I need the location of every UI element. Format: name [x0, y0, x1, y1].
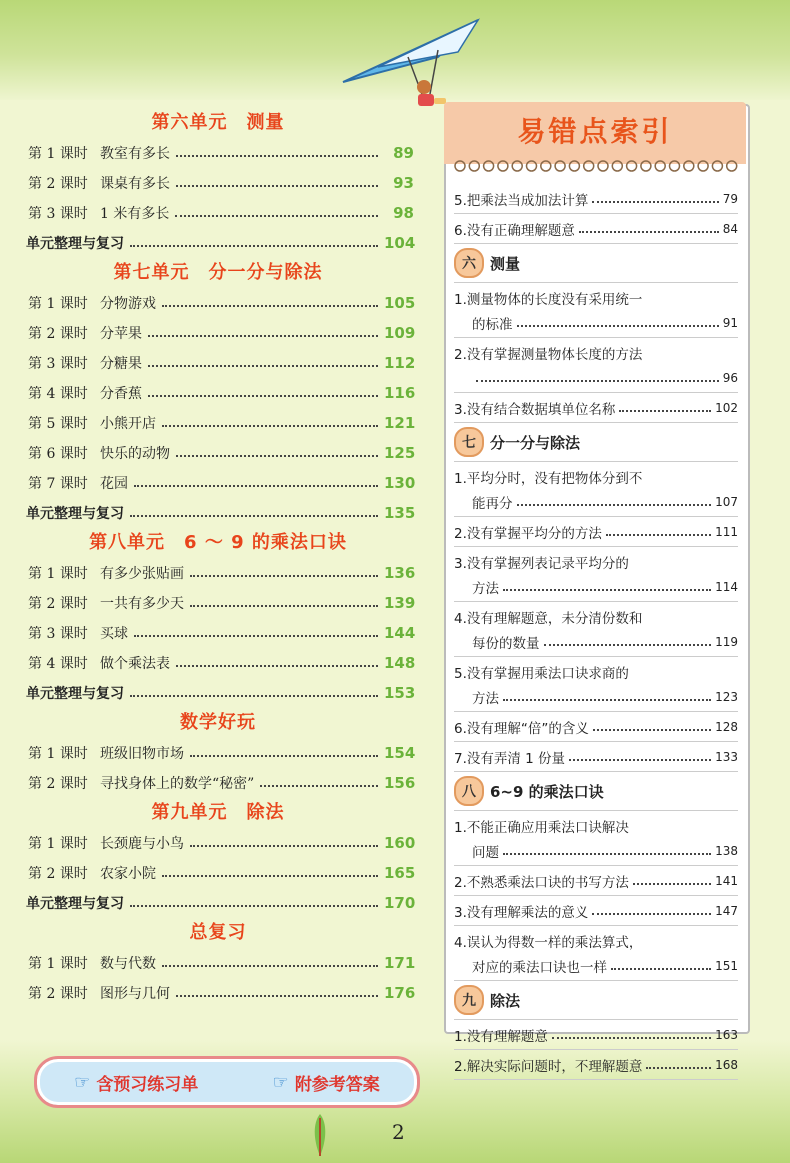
entry-text: 3.没有理解乘法的意义 [454, 904, 589, 921]
unit-title: 第七单元 分一分与除法 [113, 262, 323, 283]
review-name: 单元整理与复习 [26, 236, 124, 252]
lesson-name: 分物游戏 [100, 296, 156, 312]
dot-leader [190, 575, 378, 577]
lesson-page: 160 [384, 834, 416, 852]
entry-page: 96 [722, 370, 738, 385]
lesson-number: 第 4 课时 [28, 386, 88, 402]
divider [454, 771, 738, 772]
dot-leader [517, 504, 712, 506]
entry-text: 3.没有结合数据填单位名称 [454, 401, 616, 418]
lesson-name: 课桌有多长 [100, 176, 170, 192]
index-entry-line[interactable] [454, 365, 738, 390]
index-entry-line[interactable] [454, 898, 738, 923]
toc-lesson-row[interactable] [22, 408, 414, 438]
entry-text: 5.没有掌握用乘法口诀求商的 [454, 665, 629, 682]
lesson-number: 第 1 课时 [28, 836, 88, 852]
review-name: 单元整理与复习 [26, 686, 124, 702]
lesson-name: 分香蕉 [100, 386, 142, 402]
divider [454, 282, 738, 283]
entry-text: 4.没有理解题意，未分清份数和 [454, 610, 643, 627]
dot-leader [633, 883, 711, 885]
lesson-number: 第 1 课时 [28, 146, 88, 162]
dot-leader [593, 729, 711, 731]
dot-leader [176, 185, 378, 187]
dot-leader [162, 875, 378, 877]
banner-item-answers [273, 1070, 380, 1095]
lesson-page: 125 [384, 444, 416, 462]
review-page: 153 [384, 684, 416, 702]
dot-leader [476, 380, 719, 382]
entry-page: 114 [715, 579, 738, 594]
dot-leader [176, 995, 378, 997]
dot-leader [148, 365, 378, 367]
divider [454, 546, 738, 547]
toc-lesson-row[interactable] [22, 348, 414, 378]
dot-leader [190, 755, 378, 757]
lesson-page: 171 [384, 954, 416, 972]
lesson-name: 分苹果 [100, 326, 142, 342]
toc-lesson-row[interactable] [22, 978, 414, 1008]
toc-lesson-row[interactable] [22, 768, 414, 798]
review-page: 104 [384, 234, 416, 252]
lesson-number: 第 2 课时 [28, 866, 88, 882]
dot-leader [619, 410, 711, 412]
dot-leader [646, 1067, 711, 1069]
lesson-number: 第 2 课时 [28, 596, 88, 612]
lesson-page: 165 [384, 864, 416, 882]
lesson-number: 第 2 课时 [28, 986, 88, 1002]
divider [454, 392, 738, 393]
index-entry-line [454, 285, 738, 310]
lesson-page: 109 [384, 324, 416, 342]
review-name: 单元整理与复习 [26, 506, 124, 522]
lesson-number: 第 2 课时 [28, 326, 88, 342]
dot-leader [190, 605, 378, 607]
lesson-name: 农家小院 [100, 866, 156, 882]
dot-leader [569, 759, 711, 761]
entry-text: 5.把乘法当成加法计算 [454, 192, 589, 209]
lesson-name: 班级旧物市场 [100, 746, 184, 762]
dot-leader [606, 534, 711, 536]
dot-leader [175, 215, 378, 217]
lesson-page: 130 [384, 474, 416, 492]
divider [454, 1049, 738, 1050]
lesson-name: 快乐的动物 [100, 446, 170, 462]
banner-item-exercises [74, 1070, 198, 1095]
banner-right-label: 附参考答案 [294, 1074, 380, 1095]
lesson-name: 图形与几何 [100, 986, 170, 1002]
divider [454, 213, 738, 214]
review-page: 135 [384, 504, 416, 522]
entry-page: 91 [722, 315, 738, 330]
entry-page: 111 [715, 524, 738, 539]
dot-leader [611, 968, 711, 970]
index-entry-line [454, 464, 738, 489]
entry-text: 2.不熟悉乘法口诀的书写方法 [454, 874, 629, 891]
entry-text: 2.没有掌握平均分的方法 [454, 525, 602, 542]
lesson-name: 做个乘法表 [100, 656, 170, 672]
entry-text: 能再分 [472, 495, 513, 512]
entry-text: 1.没有理解题意 [454, 1028, 548, 1045]
entry-text: 6.没有理解“倍”的含义 [454, 720, 589, 737]
dot-leader [148, 335, 378, 337]
unit-title: 第六单元 测量 [151, 112, 285, 133]
lesson-number: 第 3 课时 [28, 356, 88, 372]
lesson-number: 第 1 课时 [28, 746, 88, 762]
lesson-page: 156 [384, 774, 416, 792]
dot-leader [503, 699, 711, 701]
lesson-page: 98 [393, 204, 414, 222]
dot-leader [162, 965, 378, 967]
index-entry-line [454, 340, 738, 365]
index-entry-line [454, 549, 738, 574]
lesson-number: 第 3 课时 [28, 206, 88, 222]
lesson-name: 有多少张贴画 [100, 566, 184, 582]
dot-leader [162, 305, 378, 307]
dot-leader [176, 665, 378, 667]
index-entry-line[interactable] [454, 838, 738, 863]
dot-leader [130, 695, 378, 697]
unit-badge: 六 [454, 248, 484, 278]
entry-page: 147 [715, 903, 738, 918]
divider [454, 925, 738, 926]
dot-leader [134, 485, 378, 487]
dot-leader [552, 1037, 711, 1039]
index-entry-line[interactable] [454, 953, 738, 978]
lesson-page: 154 [384, 744, 416, 762]
error-index-list [454, 186, 738, 1082]
entry-page: 102 [715, 400, 738, 415]
index-entry-line [454, 604, 738, 629]
divider [454, 865, 738, 866]
feature-banner [34, 1056, 420, 1108]
lesson-page: 121 [384, 414, 416, 432]
entry-text: 3.没有掌握列表记录平均分的 [454, 555, 629, 572]
lesson-number: 第 2 课时 [28, 776, 88, 792]
entry-text: 1.平均分时，没有把物体分到不 [454, 470, 643, 487]
entry-text: 问题 [472, 844, 499, 861]
unit-badge: 八 [454, 776, 484, 806]
lesson-page: 93 [393, 174, 414, 192]
group-heading-text: 分一分与除法 [490, 433, 581, 452]
entry-page: 138 [715, 843, 738, 858]
lesson-number: 第 7 课时 [28, 476, 88, 492]
index-group-heading [454, 983, 738, 1017]
unit-title: 第八单元 6 ～ 9 的乘法口诀 [89, 532, 347, 553]
entry-page: 84 [722, 221, 738, 236]
entry-text: 方法 [472, 690, 499, 707]
lesson-name: 1 米有多长 [100, 206, 170, 222]
divider [454, 461, 738, 462]
dot-leader [134, 635, 378, 637]
group-heading-text: 6~9 的乘法口诀 [490, 782, 604, 801]
index-entry-line[interactable] [454, 868, 738, 893]
unit-title: 第九单元 除法 [151, 802, 285, 823]
index-entry-line[interactable] [454, 186, 738, 211]
entry-page: 123 [715, 689, 738, 704]
review-page: 170 [384, 894, 416, 912]
index-entry-line[interactable] [454, 310, 738, 335]
toc-lesson-row[interactable] [22, 858, 414, 888]
entry-page: 128 [715, 719, 738, 734]
toc-lesson-row[interactable] [22, 648, 414, 678]
unit-title: 总复习 [189, 922, 247, 943]
toc-lesson-row[interactable] [22, 318, 414, 348]
entry-text: 每份的数量 [472, 635, 540, 652]
dot-leader [544, 644, 712, 646]
toc-lesson-row[interactable] [22, 468, 414, 498]
divider [454, 810, 738, 811]
toc-review-row[interactable] [22, 678, 414, 708]
entry-text: 的标准 [472, 316, 513, 333]
entry-text: 1.测量物体的长度没有采用统一 [454, 291, 643, 308]
index-entry-line [454, 813, 738, 838]
dot-leader [162, 425, 378, 427]
index-entry-line[interactable] [454, 395, 738, 420]
toc-lesson-row[interactable] [22, 588, 414, 618]
index-entry-line[interactable] [454, 489, 738, 514]
toc-review-row[interactable] [22, 888, 414, 918]
entry-page: 119 [715, 634, 738, 649]
spiral-binding-decoration [452, 156, 740, 176]
leaf-icon [310, 1112, 330, 1158]
lesson-number: 第 1 课时 [28, 956, 88, 972]
group-heading-text: 除法 [490, 991, 521, 1010]
divider [454, 895, 738, 896]
lesson-page: 112 [384, 354, 416, 372]
entry-page: 79 [722, 191, 738, 206]
lesson-number: 第 4 课时 [28, 656, 88, 672]
toc-lesson-row[interactable] [22, 138, 414, 168]
index-entry-line[interactable] [454, 574, 738, 599]
entry-text: 7.没有弄清 1 份量 [454, 750, 566, 767]
divider [454, 741, 738, 742]
dot-leader [503, 589, 711, 591]
lesson-page: 89 [393, 144, 414, 162]
lesson-page: 148 [384, 654, 416, 672]
divider [454, 980, 738, 981]
entry-page: 163 [715, 1027, 738, 1042]
entry-text: 2.解决实际问题时，不理解题意 [454, 1058, 643, 1075]
page-number: 2 [392, 1120, 405, 1144]
divider [454, 711, 738, 712]
lesson-page: 136 [384, 564, 416, 582]
table-of-contents [22, 108, 414, 1008]
divider [454, 1079, 738, 1080]
index-entry-line[interactable] [454, 714, 738, 739]
toc-lesson-row[interactable] [22, 198, 414, 228]
lesson-name: 长颈鹿与小鸟 [100, 836, 184, 852]
entry-text: 对应的乘法口诀也一样 [472, 959, 607, 976]
unit-badge: 七 [454, 427, 484, 457]
dot-leader [579, 231, 719, 233]
index-entry-line[interactable] [454, 1052, 738, 1077]
entry-text: 方法 [472, 580, 499, 597]
dot-leader [176, 155, 378, 157]
entry-text: 4.误认为得数一样的乘法算式， [454, 934, 643, 951]
toc-review-row[interactable] [22, 498, 414, 528]
index-entry-line [454, 928, 738, 953]
dot-leader [260, 785, 378, 787]
entry-text: 1.不能正确应用乘法口诀解决 [454, 819, 629, 836]
unit-title: 数学好玩 [180, 712, 256, 733]
dot-leader [517, 325, 719, 327]
toc-lesson-row[interactable] [22, 828, 414, 858]
toc-lesson-row[interactable] [22, 558, 414, 588]
entry-page: 141 [715, 873, 738, 888]
pointing-hand-icon: ☞ [74, 1071, 91, 1093]
dot-leader [592, 913, 711, 915]
divider [454, 422, 738, 423]
lesson-page: 176 [384, 984, 416, 1002]
toc-review-row[interactable] [22, 228, 414, 258]
dot-leader [130, 905, 378, 907]
lesson-name: 数与代数 [100, 956, 156, 972]
dot-leader [592, 201, 718, 203]
lesson-number: 第 6 课时 [28, 446, 88, 462]
lesson-page: 116 [384, 384, 416, 402]
entry-page: 107 [715, 494, 738, 509]
divider [454, 516, 738, 517]
toc-lesson-row[interactable] [22, 378, 414, 408]
index-entry-line[interactable] [454, 519, 738, 544]
lesson-name: 买球 [100, 626, 128, 642]
toc-lesson-row[interactable] [22, 168, 414, 198]
lesson-number: 第 2 课时 [28, 176, 88, 192]
lesson-page: 105 [384, 294, 416, 312]
divider [454, 656, 738, 657]
index-group-heading [454, 774, 738, 808]
lesson-number: 第 1 课时 [28, 296, 88, 312]
group-heading-text: 测量 [490, 254, 521, 273]
entry-text: 6.没有正确理解题意 [454, 222, 575, 239]
lesson-name: 花园 [100, 476, 128, 492]
banner-left-label: 含预习练习单 [96, 1074, 199, 1095]
toc-lesson-row[interactable] [22, 438, 414, 468]
lesson-page: 139 [384, 594, 416, 612]
index-group-heading [454, 425, 738, 459]
entry-page: 133 [715, 749, 738, 764]
lesson-page: 144 [384, 624, 416, 642]
index-entry-line[interactable] [454, 629, 738, 654]
toc-lesson-row[interactable] [22, 288, 414, 318]
entry-page: 151 [715, 958, 738, 973]
divider [454, 337, 738, 338]
unit-badge: 九 [454, 985, 484, 1015]
toc-lesson-row[interactable] [22, 738, 414, 768]
pointing-hand-icon: ☞ [272, 1071, 289, 1093]
index-entry-line[interactable] [454, 216, 738, 241]
index-entry-line[interactable] [454, 1022, 738, 1047]
toc-lesson-row[interactable] [22, 618, 414, 648]
panel-title: 易错点索引 [517, 115, 673, 148]
divider [454, 243, 738, 244]
dot-leader [176, 455, 378, 457]
divider [454, 1019, 738, 1020]
lesson-name: 教室有多长 [100, 146, 170, 162]
lesson-name: 分糖果 [100, 356, 142, 372]
dot-leader [130, 515, 378, 517]
review-name: 单元整理与复习 [26, 896, 124, 912]
entry-page: 168 [715, 1057, 738, 1072]
lesson-number: 第 1 课时 [28, 566, 88, 582]
divider [454, 601, 738, 602]
entry-text: 2.没有掌握测量物体长度的方法 [454, 346, 643, 363]
lesson-name: 寻找身体上的数学“秘密” [100, 776, 255, 792]
lesson-name: 小熊开店 [100, 416, 156, 432]
index-entry-line [454, 659, 738, 684]
dot-leader [190, 845, 378, 847]
dot-leader [503, 853, 711, 855]
toc-lesson-row[interactable] [22, 948, 414, 978]
lesson-name: 一共有多少天 [100, 596, 184, 612]
lesson-number: 第 5 课时 [28, 416, 88, 432]
dot-leader [148, 395, 378, 397]
index-entry-line[interactable] [454, 684, 738, 709]
lesson-number: 第 3 课时 [28, 626, 88, 642]
index-entry-line[interactable] [454, 744, 738, 769]
dot-leader [130, 245, 378, 247]
index-group-heading [454, 246, 738, 280]
